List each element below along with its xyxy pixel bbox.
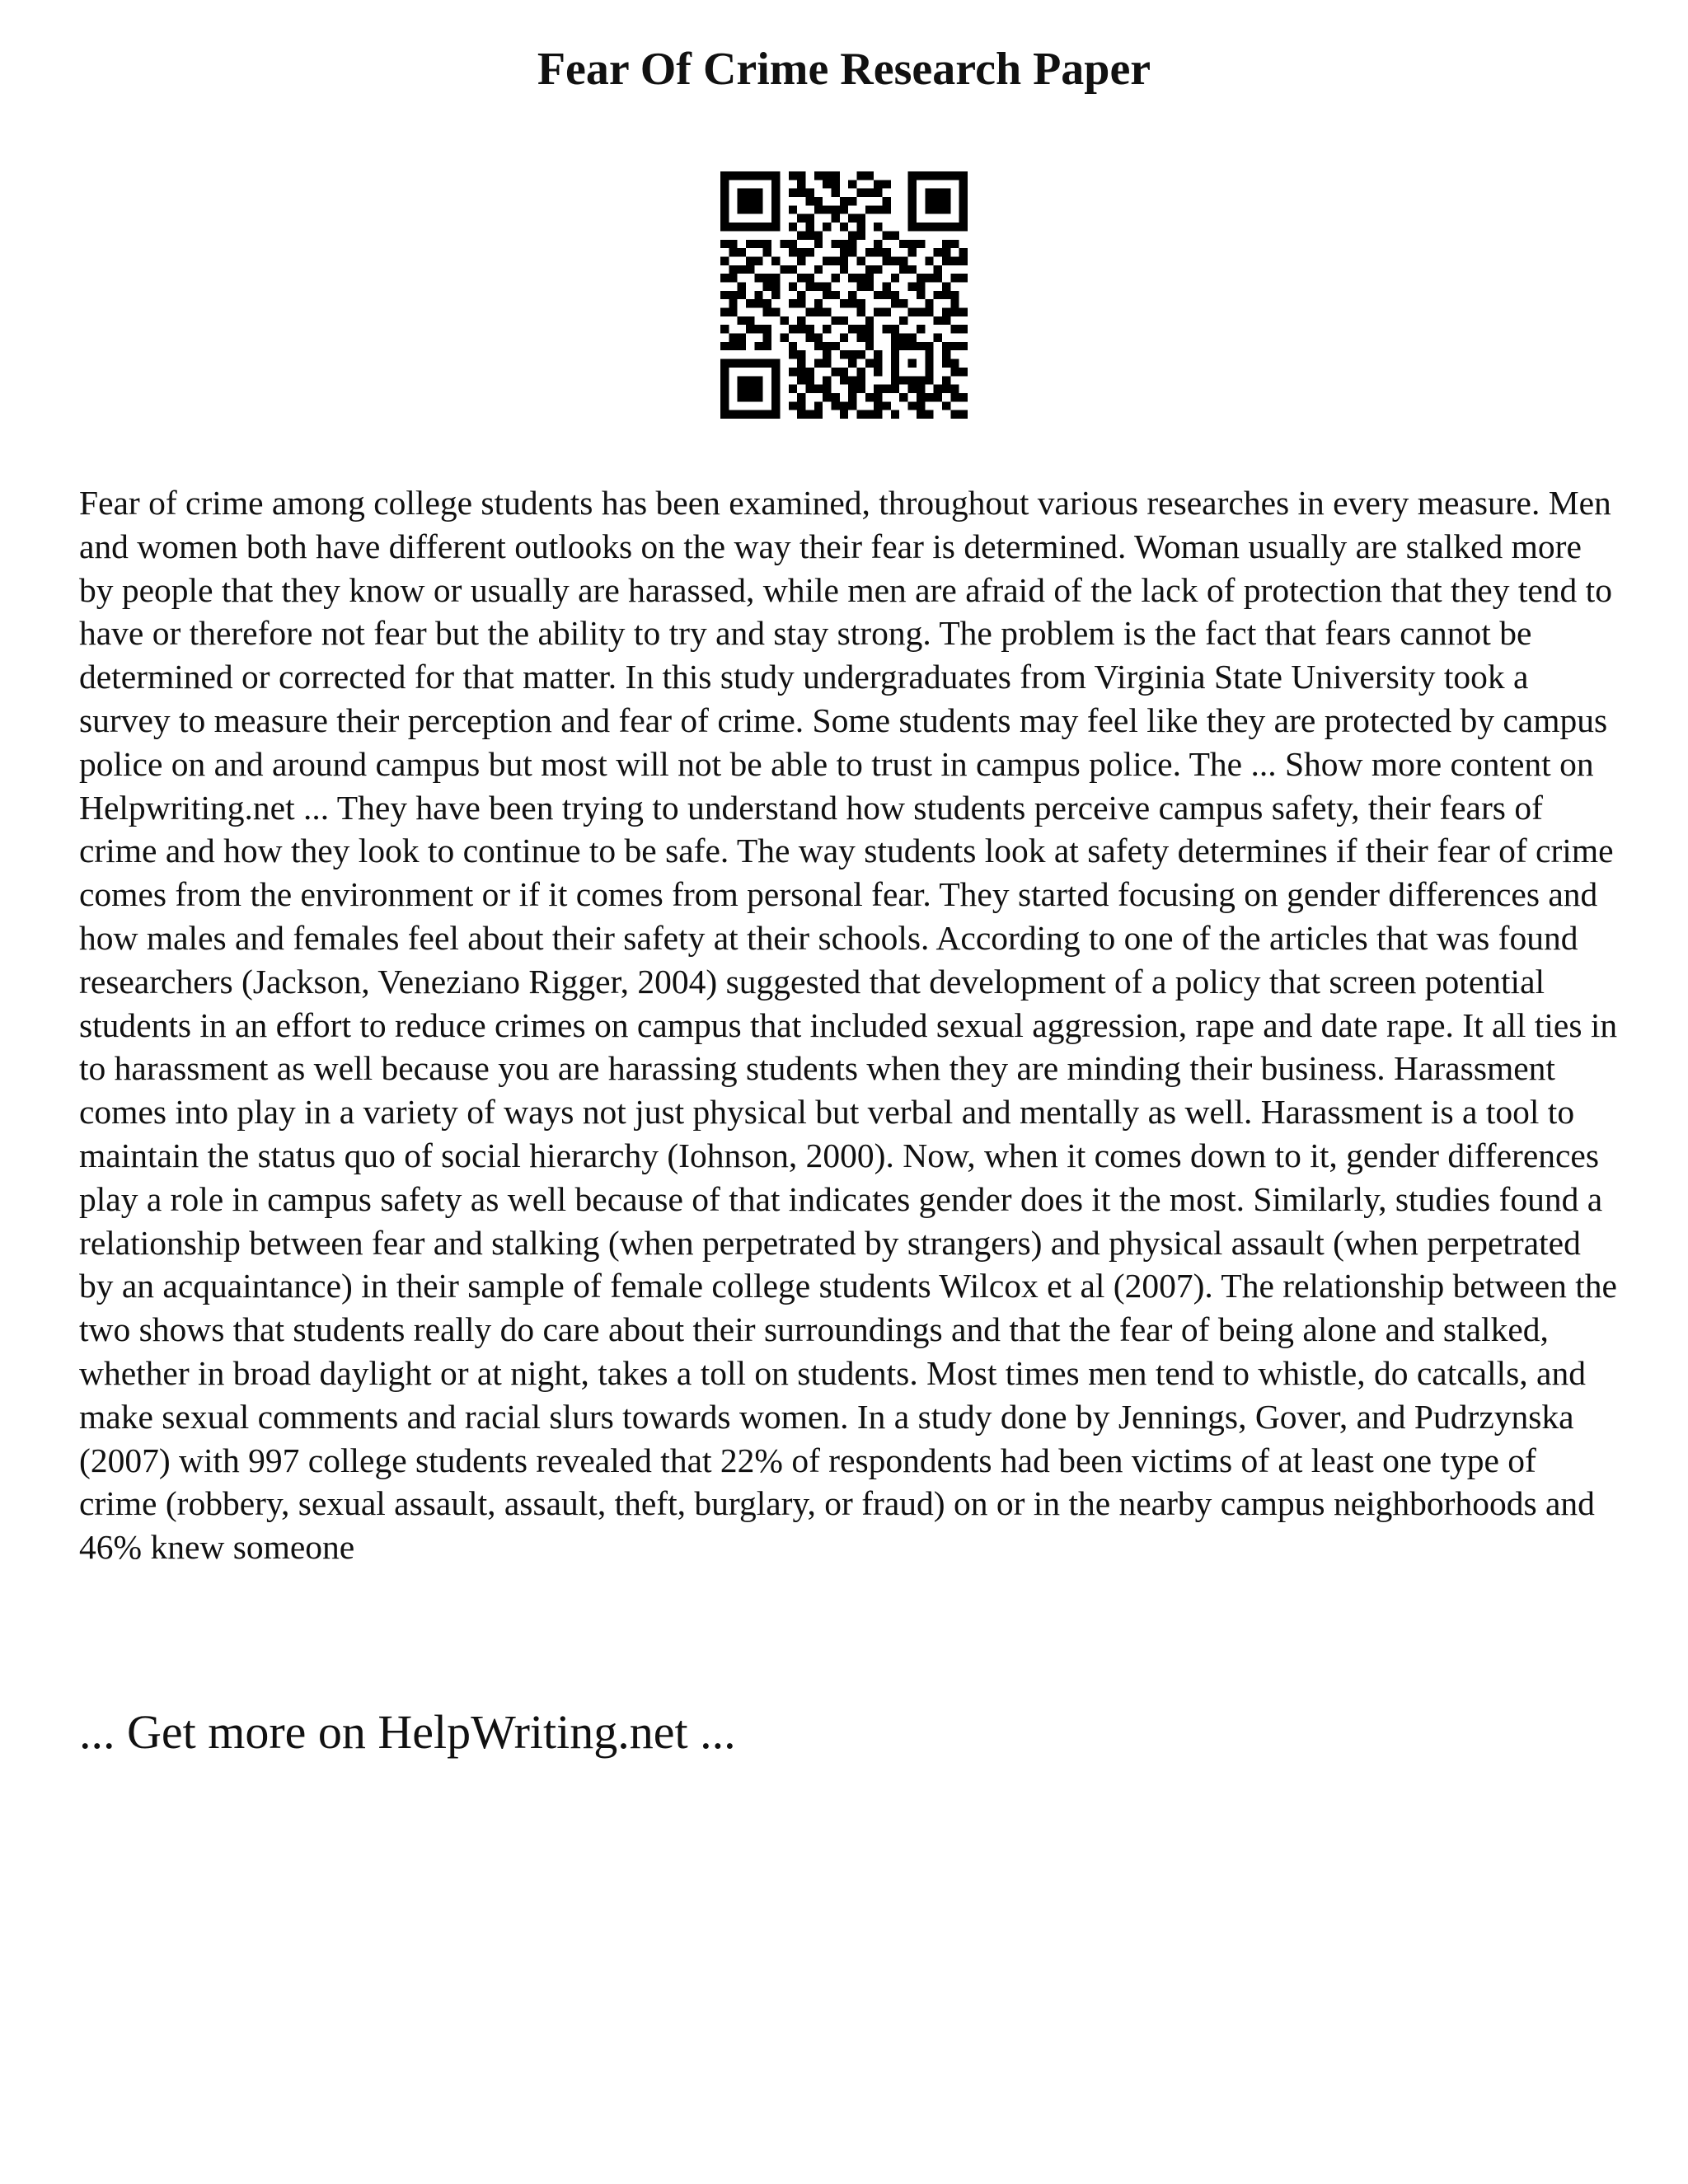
get-more-link[interactable]: ... Get more on HelpWriting.net ... [79, 1705, 736, 1759]
article-body: Fear of crime among college students has been examined, throughout various researches in every measure. Men and women both have different outlooks on the way their fear is determined. Woman usually are stalked more by people that they know or usually are harassed, while men are afraid of the lack of protection that they tend to have or therefore not fear but the ability to try and stay strong. The problem is the fact that fears cannot be determined or corrected for that matter. In this study undergraduates from Virginia State University took a survey to measure their perception and fear of crime. Some students may feel like they are protected by campus police on and around campus but most will not be able to trust in campus police. The ... Show more content on Helpwriting.net ... They have been trying to understand how students perceive campus safety, their fears of crime and how they look to continue to be safe. The way students look at safety determines if their fear of crime comes from the environment or if it comes from personal fear. They started focusing on gender differences and how males and females feel about their safety at their schools. According to one of the articles that was found researchers (Jackson, Veneziano Rigger, 2004) suggested that development of a policy that screen potential students in an effort to reduce crimes on campus that included sexual aggression, rape and date rape. It all ties in to harassment as well because you are harassing students when they are minding their business. Harassment comes into play in a variety of ways not just physical but verbal and mentally as well. Harassment is a tool to maintain the status quo of social hierarchy (Iohnson, 2000). Now, when it comes down to it, gender differences play a role in campus safety as well because of that indicates gender does it the most. Similarly, studies found a relationship between fear and stalking (when perpetrated by strangers) and physical assault (when perpetrated by an acquaintance) in their sample of female college students Wilcox et al (2007). The relationship between the two shows that students really do care about their surroundings and that the fear of being alone and stalked, whether in broad daylight or at night, takes a toll on students. Most times men tend to whistle, do catcalls, and make sexual comments and racial slurs towards women. In a study done by Jennings, Gover, and Pudrzynska (2007) with 997 college students revealed that 22% of respondents had been victims of at least one type of crime (robbery, sexual assault, assault, theft, burglary, or fraud) on or in the nearby campus neighborhoods and 46% knew someone [79, 484, 1618, 1567]
page-title: Fear Of Crime Research Paper [537, 44, 1151, 95]
qr-code-icon [720, 171, 968, 419]
